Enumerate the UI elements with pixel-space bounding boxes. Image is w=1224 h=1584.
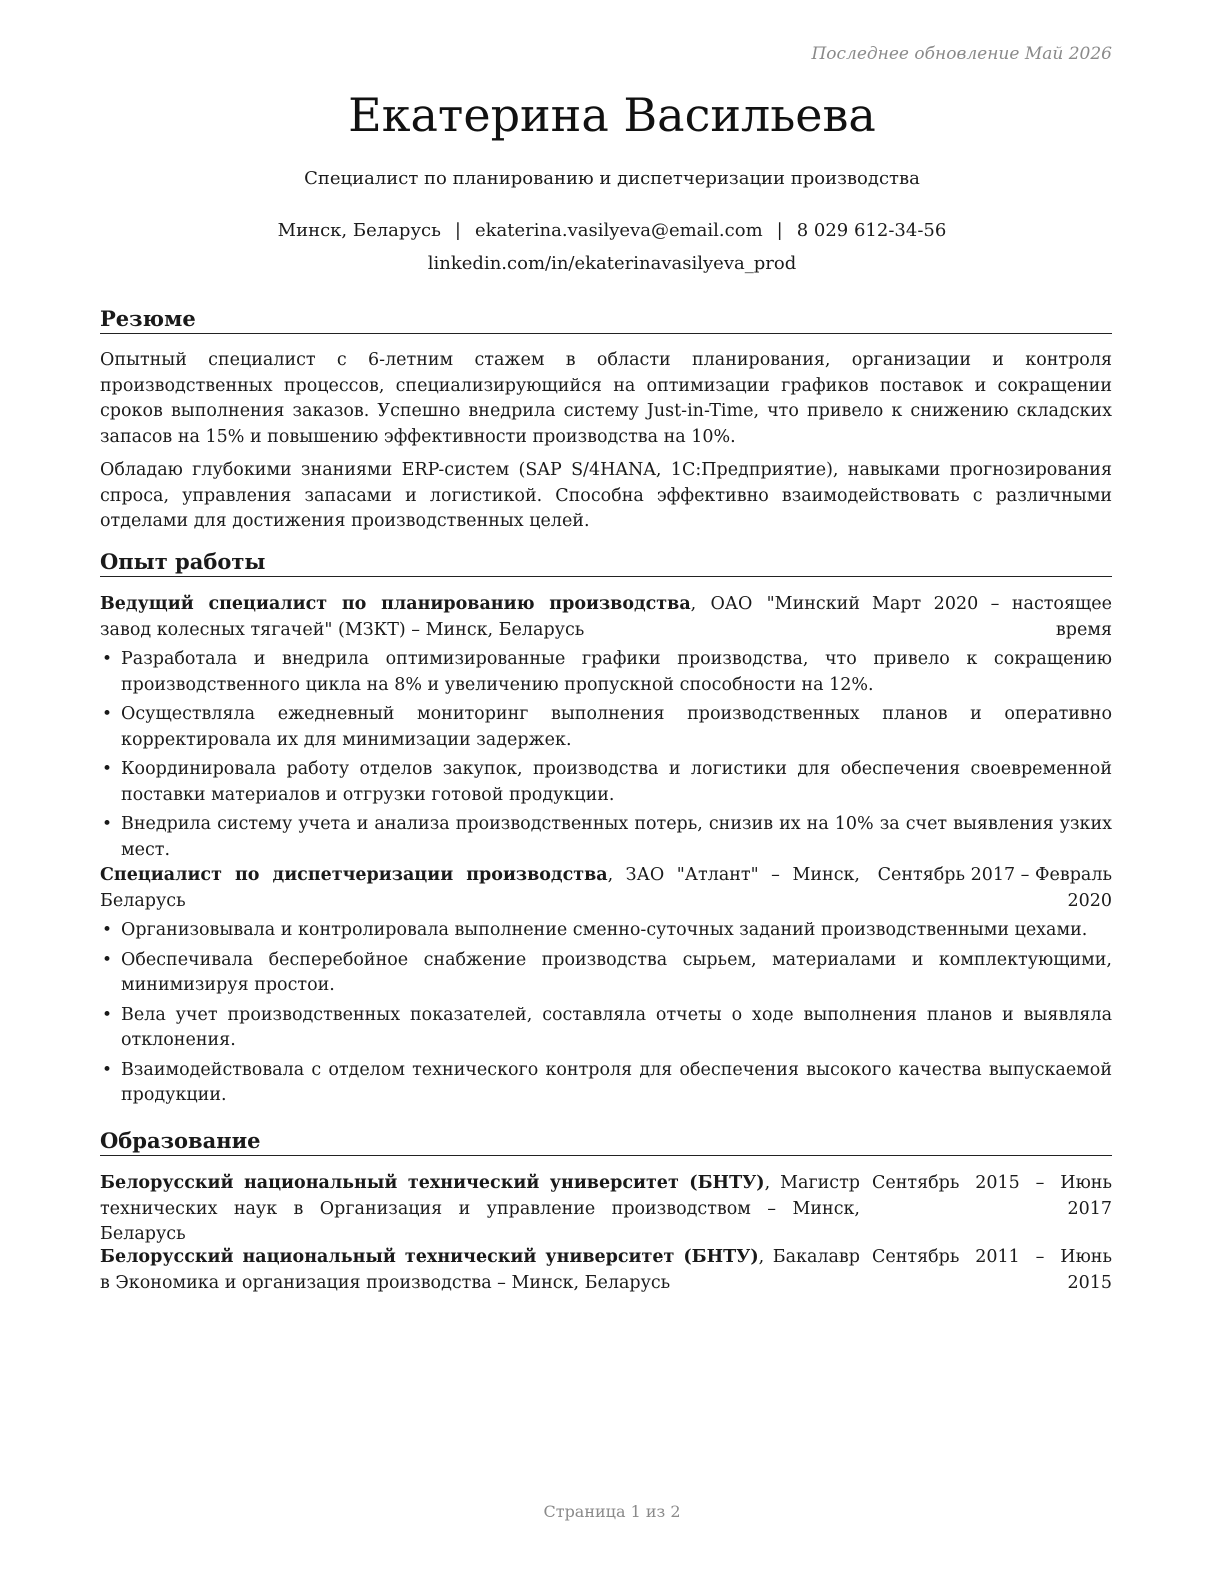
school-name: Белорусский национальный технический университет (БНТУ) bbox=[100, 1247, 759, 1267]
list-item: • Взаимодействовала с отделом технического контроля для обеспечения высокого качества выпускаемой продукции. bbox=[102, 1059, 1112, 1105]
bullet-icon: • bbox=[102, 949, 113, 970]
contact-line bbox=[0, 220, 1224, 241]
summary-paragraph: Опытный специалист с 6-летним стажем в области планирования, организации и контроля производственных процессов, специализирующийся на оптимизации графиков поставок и сокращении сроков выполнения заказов. Успешно внедрила систему Just-in-Time, что привело к снижению складских запасов на 15% и повышению эффективности производства на 10%. bbox=[100, 350, 1112, 447]
job-employer: , ОАО "Минский завод колесных тягачей" (МЗКТ) – Минск, Беларусь bbox=[100, 594, 860, 640]
job-heading bbox=[100, 863, 860, 914]
list-item: • Организовывала и контролировала выполнение сменно-суточных заданий производственными цехами. bbox=[100, 918, 1112, 944]
job-heading bbox=[100, 592, 860, 643]
job-dates: Сентябрь 2017 – Февраль 2020 bbox=[877, 865, 1112, 911]
list-item: • Внедрила систему учета и анализа производственных потерь, снизив их на 10% за счет выявления узких мест. bbox=[102, 814, 1112, 860]
job-role: Ведущий специалист по планированию производства bbox=[100, 594, 691, 614]
last-updated: Последнее обновление Май 2026 bbox=[811, 44, 1112, 64]
candidate-title: Специалист по планированию и диспетчеризации производства bbox=[304, 168, 920, 189]
bullet-icon: • bbox=[102, 649, 113, 669]
job-bullets bbox=[100, 647, 1112, 863]
list-item: • Координировала работу отделов закупок, производства и логистики для обеспечения своевременной поставки материалов и отгрузки готовой продукции. bbox=[102, 759, 1112, 805]
section-title-summary: Резюме bbox=[100, 306, 1112, 334]
location: Минск, Беларусь bbox=[277, 220, 441, 241]
summary-section bbox=[100, 348, 1112, 535]
list-item: • Вела учет производственных показателей, составляла отчеты о ходе выполнения планов и выявляла отклонения. bbox=[102, 1004, 1112, 1050]
job-employer: , ЗАО "Атлант" – Минск, Беларусь bbox=[100, 865, 860, 911]
job-dates: Март 2020 – настоящее время bbox=[872, 594, 1112, 640]
job-bullets bbox=[100, 918, 1112, 1109]
list-item: • Разработала и внедрила оптимизированные графики производства, что привело к сокращению производственного цикла на 8% и увеличению пропускной способности на 12%. bbox=[102, 649, 1112, 695]
bullet-icon: • bbox=[102, 759, 113, 779]
education-dates: Сентябрь 2015 – Июнь 2017 bbox=[872, 1173, 1112, 1219]
linkedin-link[interactable]: linkedin.com/in/ekaterinavasilyeva_prod bbox=[427, 253, 797, 274]
education-entry bbox=[100, 1171, 1112, 1248]
education-heading bbox=[100, 1245, 860, 1296]
bullet-icon: • bbox=[102, 920, 113, 940]
job-entry bbox=[100, 592, 1112, 867]
list-item: • Осуществляла ежедневный мониторинг выполнения производственных планов и оперативно корректировала их для минимизации задержек. bbox=[102, 704, 1112, 750]
email-link[interactable]: ekaterina.vasilyeva@email.com bbox=[475, 220, 763, 241]
candidate-name: Екатерина Васильева bbox=[348, 88, 876, 142]
degree: , Магистр технических наук в Организация и управление производством – Минск, Беларусь bbox=[100, 1173, 860, 1244]
education-heading bbox=[100, 1171, 860, 1248]
education-dates: Сентябрь 2011 – Июнь 2015 bbox=[872, 1247, 1112, 1293]
separator: | bbox=[776, 220, 783, 241]
education-entry bbox=[100, 1245, 1112, 1296]
separator: | bbox=[454, 220, 461, 241]
bullet-icon: • bbox=[102, 1004, 113, 1025]
job-entry bbox=[100, 863, 1112, 1113]
section-title-education: Образование bbox=[100, 1128, 1112, 1156]
school-name: Белорусский национальный технический университет (БНТУ) bbox=[100, 1173, 765, 1193]
bullet-icon: • bbox=[102, 1059, 113, 1080]
phone: 8 029 612-34-56 bbox=[796, 220, 947, 241]
job-role: Специалист по диспетчеризации производства bbox=[100, 865, 608, 885]
bullet-icon: • bbox=[102, 704, 113, 724]
page-number: Страница 1 из 2 bbox=[543, 1502, 681, 1521]
summary-paragraph: Обладаю глубокими знаниями ERP-систем (SAP S/4HANA, 1С:Предприятие), навыками прогнозирования спроса, управления запасами и логистикой. Способна эффективно взаимодействовать с различными отделами для достижения производственных целей. bbox=[100, 460, 1112, 531]
bullet-icon: • bbox=[102, 814, 113, 834]
degree: , Бакалавр в Экономика и организация производства – Минск, Беларусь bbox=[100, 1247, 860, 1293]
section-title-experience: Опыт работы bbox=[100, 549, 1112, 577]
list-item: • Обеспечивала бесперебойное снабжение производства сырьем, материалами и комплектующими, минимизируя простои. bbox=[102, 949, 1112, 995]
